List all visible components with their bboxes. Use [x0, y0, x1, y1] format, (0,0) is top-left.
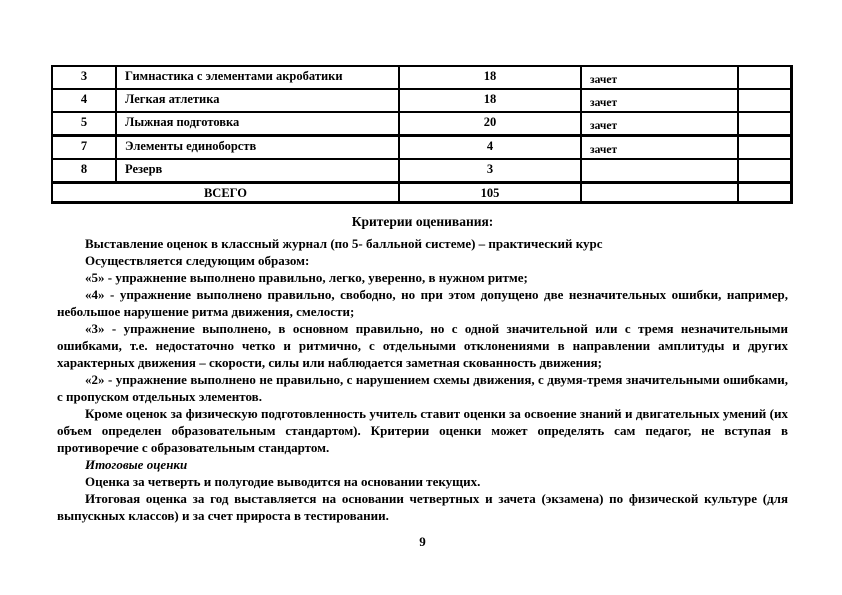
section-hours: 18 — [399, 66, 581, 89]
paragraph-grade-2: «2» - упражнение выполнено не правильно, с нарушением схемы движения, с двумя-тремя значительными ошибками, с пропуском отдельных элементов. — [57, 372, 788, 404]
section-title: Критерии оценивания: — [351, 214, 494, 229]
section-name: Элементы единоборств — [116, 136, 399, 160]
section-hours: 4 — [399, 136, 581, 160]
paragraph: Выставление оценок в классный журнал (по 5- балльной системе) – практический курс — [85, 236, 603, 251]
blank-cell — [738, 66, 791, 89]
table-row — [52, 66, 791, 89]
section-grade: зачет — [581, 136, 738, 160]
paragraph: Кроме оценок за физическую подготовленность учитель ставит оценки за освоение знаний и двигательных умений (их объем определен образовательным стандартом). Критерии оценки может определять сам педагог, не вступая в противоречие с образовательным стандартом. — [57, 406, 788, 455]
row-number: 3 — [52, 66, 116, 89]
paragraph: Итоговая оценка за год выставляется на основании четвертных и зачета (экзамена) по физической культуре (для выпускных классов) и за счет прироста в тестировании. — [57, 491, 788, 523]
paragraph: Оценка за четверть и полугодие выводится на основании текущих. — [85, 474, 481, 489]
blank-cell — [738, 136, 791, 160]
section-grade — [581, 159, 738, 182]
blank-cell — [581, 182, 738, 202]
row-number: 7 — [52, 136, 116, 160]
row-number: 5 — [52, 112, 116, 136]
table-row — [52, 136, 791, 160]
total-label: ВСЕГО — [52, 182, 399, 202]
section-name: Легкая атлетика — [116, 89, 399, 112]
section-hours: 18 — [399, 89, 581, 112]
body-text — [57, 213, 788, 524]
section-name: Лыжная подготовка — [116, 112, 399, 136]
section-grade: зачет — [581, 66, 738, 89]
section-name: Гимнастика с элементами акробатики — [116, 66, 399, 89]
hours-table — [51, 65, 793, 204]
blank-cell — [738, 112, 791, 136]
subsection-title: Итоговые оценки — [85, 457, 188, 472]
section-name: Резерв — [116, 159, 399, 182]
table-row — [52, 159, 791, 182]
paragraph-grade-3: «3» - упражнение выполнено, в основном правильно, но с одной значительной или с тремя незначительными ошибками, т.е. недостаточно четко и ритмично, с отдельными отклонениями в направлении амплитуды и других характерных движения – скорости, силы или наблюдается заметная скованность движения; — [57, 321, 788, 370]
page-number: 9 — [419, 534, 426, 549]
paragraph-grade-4: «4» - упражнение выполнено правильно, свободно, но при этом допущено две незначительных ошибки, например, небольшое нарушение ритма движения, смелости; — [57, 287, 788, 319]
section-grade: зачет — [581, 89, 738, 112]
blank-cell — [738, 89, 791, 112]
total-row — [52, 182, 791, 202]
total-hours: 105 — [399, 182, 581, 202]
paragraph-grade-5: «5» - упражнение выполнено правильно, легко, уверенно, в нужном ритме; — [85, 270, 528, 285]
row-number: 4 — [52, 89, 116, 112]
table-row — [52, 89, 791, 112]
blank-cell — [738, 182, 791, 202]
section-grade: зачет — [581, 112, 738, 136]
table-row — [52, 112, 791, 136]
paragraph: Осуществляется следующим образом: — [85, 253, 310, 268]
blank-cell — [738, 159, 791, 182]
section-hours: 20 — [399, 112, 581, 136]
section-hours: 3 — [399, 159, 581, 182]
row-number: 8 — [52, 159, 116, 182]
